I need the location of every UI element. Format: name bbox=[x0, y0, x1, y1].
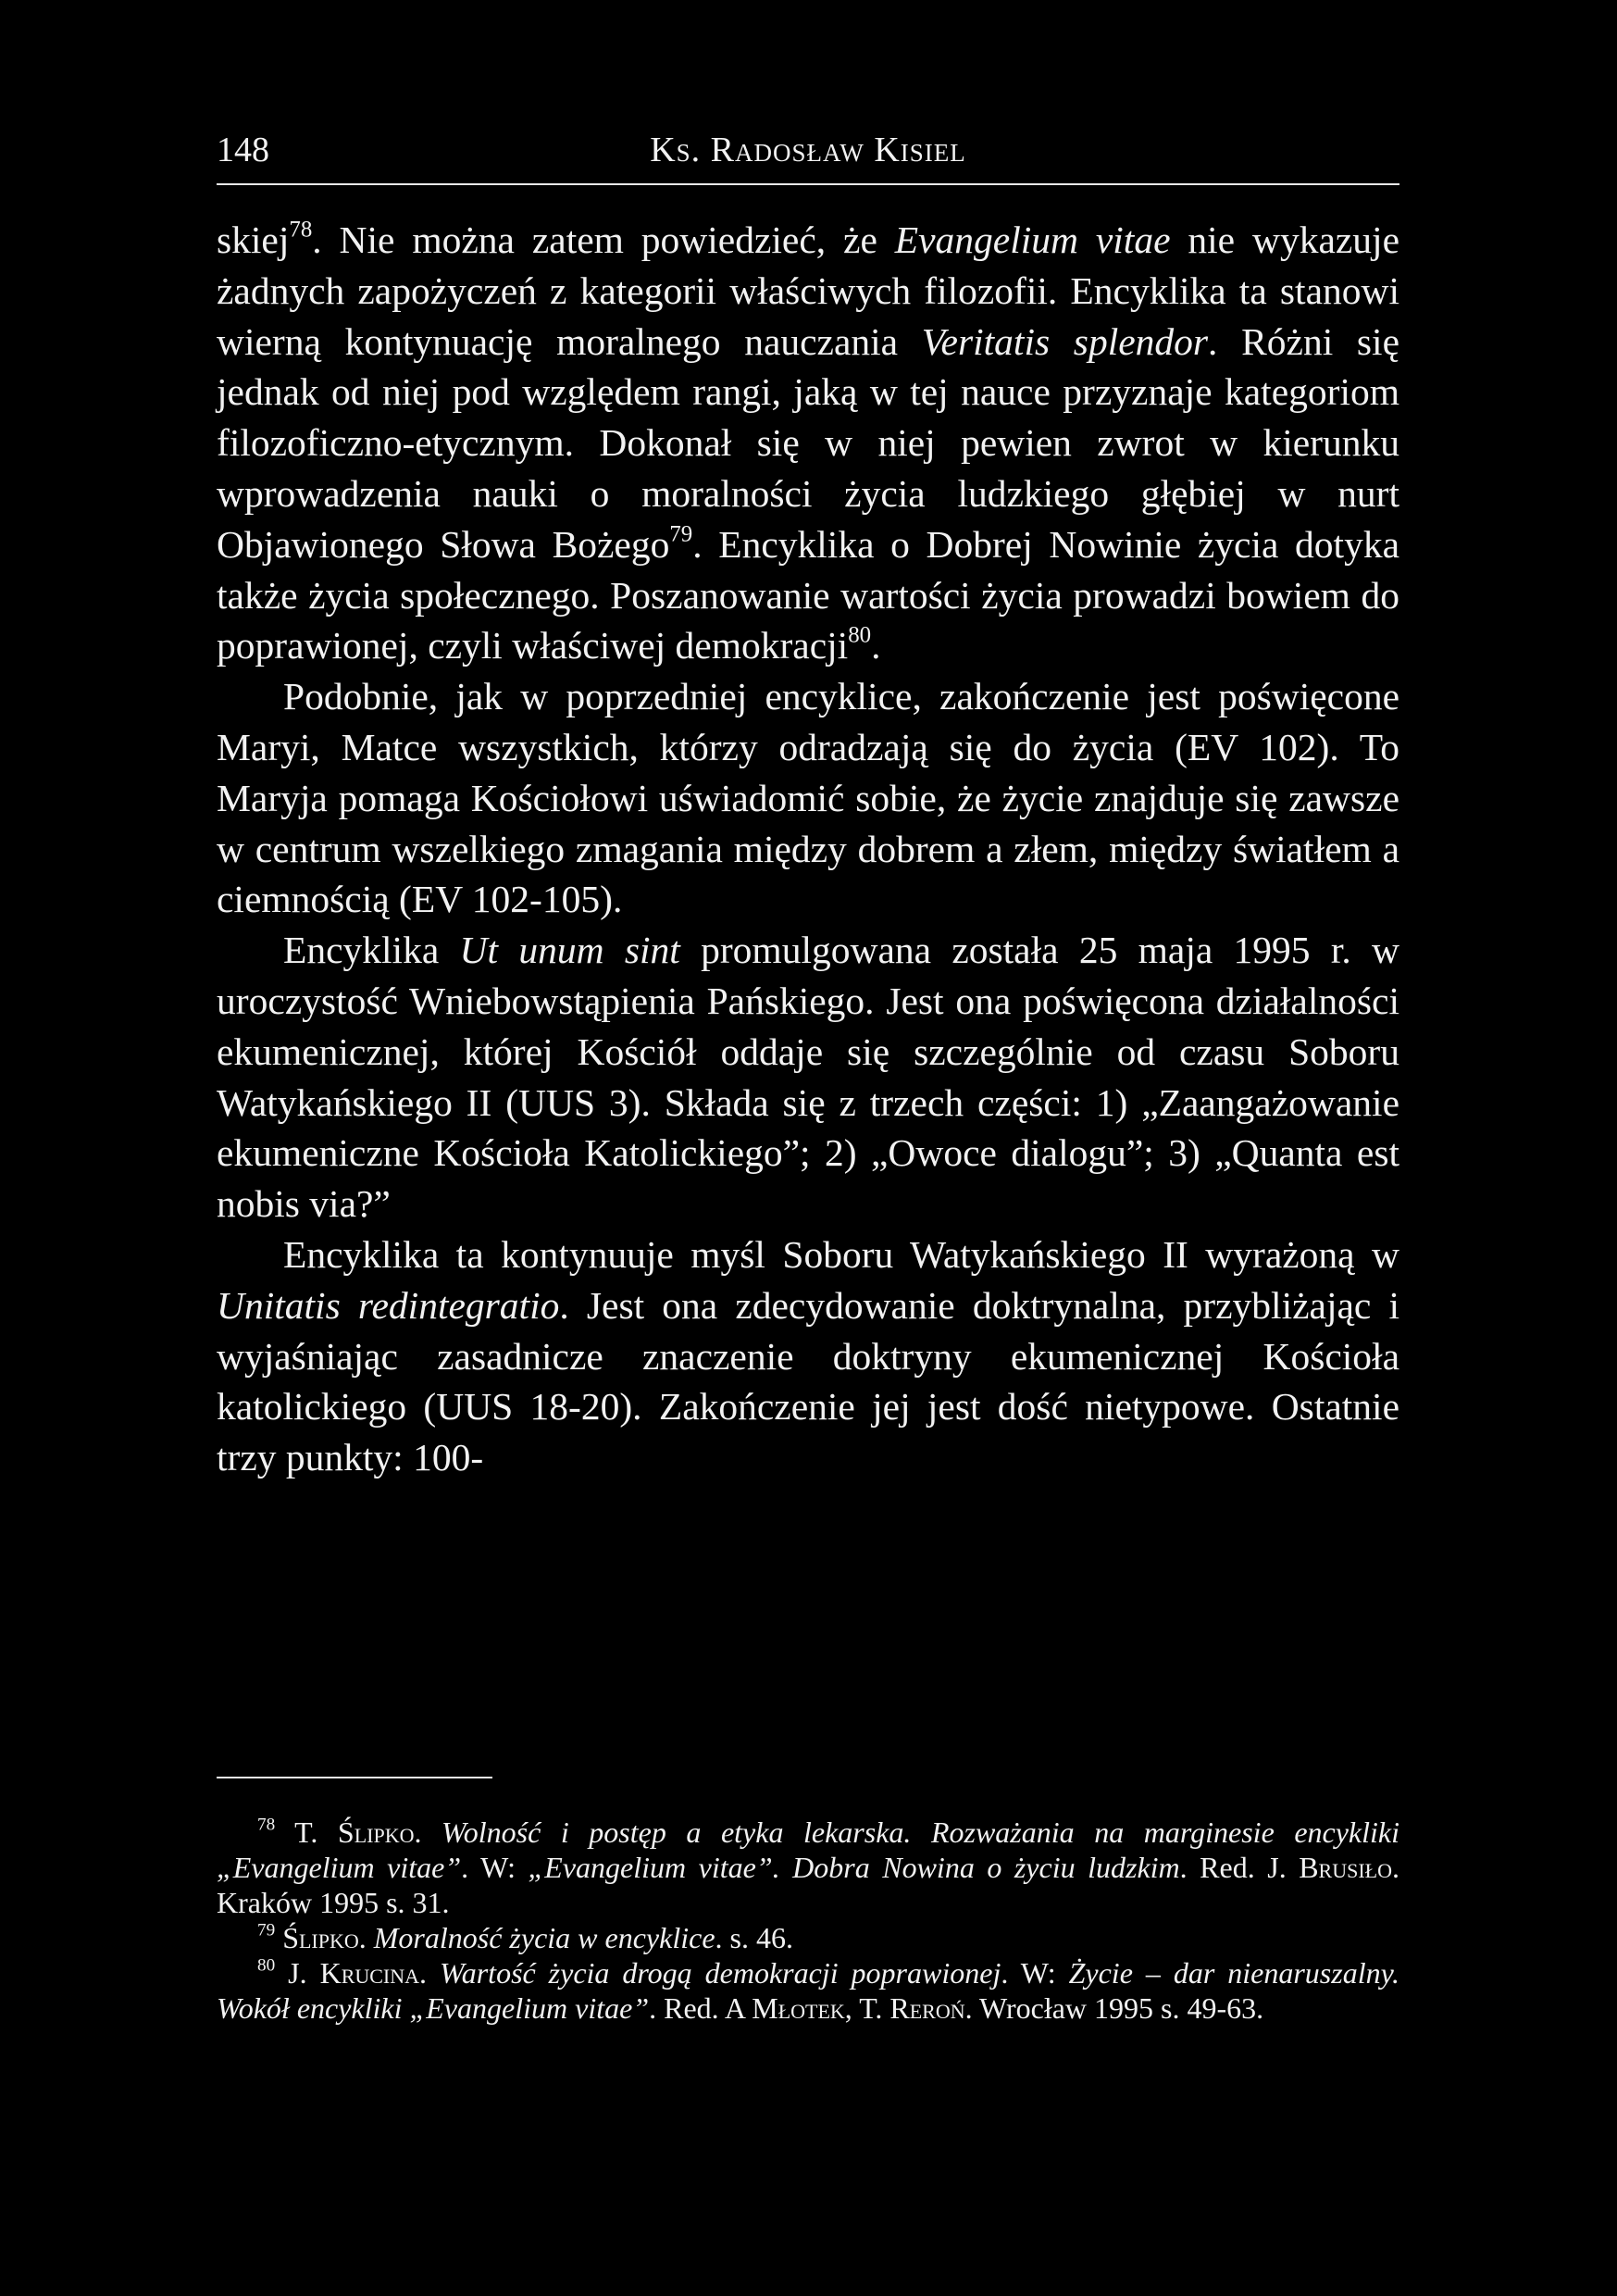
author-name: Krucina bbox=[319, 1956, 420, 1990]
text-run: . bbox=[419, 1956, 440, 1990]
text-run: . bbox=[358, 1921, 374, 1954]
paragraph bbox=[217, 671, 1399, 925]
footnote-rule bbox=[217, 1777, 492, 1778]
text-run: nie wykazuje żadnych zapożyczeń z kategorii właściwych filozofii. Encyklika ta stanowi wierną kontynuację moralnego nauczania bbox=[217, 218, 1399, 363]
text-run: . bbox=[414, 1816, 442, 1849]
text-run: . Red. J. bbox=[1179, 1851, 1300, 1884]
text-run: J. bbox=[275, 1956, 320, 1990]
paragraph bbox=[217, 215, 1399, 671]
text-run: Podobnie, jak w poprzedniej encyklice, zakończenie jest poświęcone Maryi, Matce wszystkich, którzy odradzają się do życia (EV 102). To Maryja pomaga Kościołowi uświadomić sobie, że życie znajduje się zawsze w centrum wszelkiego zmagania między dobrem a złem, między światłem a ciemnością (EV 102-105). bbox=[217, 675, 1399, 921]
italic-run: Wolność i postęp a etyka lekarska. Rozważania na marginesie encykliki „Evangelium vitae” bbox=[217, 1816, 1400, 1884]
text-run: . W: bbox=[1001, 1956, 1069, 1990]
running-head: Ks. Radosław Kisiel bbox=[650, 131, 966, 169]
text-run: promulgowana została 25 maja 1995 r. w uroczystość Wniebowstąpienia Pańskiego. Jest ona poświęcona działalności ekumenicznej, której Kościół oddaje się szczególnie od czasu Soboru Watykańskiego II (UUS 3). Składa się z trzech części: 1) „Zaangażowanie ekumeniczne Kościoła Katolickiego”; 2) „Owoce dialogu”; 3) „Quanta est nobis via?” bbox=[217, 929, 1400, 1226]
footnote-ref: 79 bbox=[257, 1920, 276, 1940]
footnote-78 bbox=[217, 1815, 1399, 1920]
footnote-80 bbox=[217, 1955, 1399, 2026]
text-run: , T. bbox=[844, 1991, 890, 2025]
author-name: Reroń bbox=[889, 1991, 965, 2025]
text-run: . Jest ona zdecydowanie doktrynalna, przybliżając i wyjaśniając zasadnicze znaczenie doktryny ekumenicznej Kościoła katolickiego (UUS 18-20). Zakończenie jej jest dość nietypowe. Ostatnie trzy punkty: 100- bbox=[217, 1283, 1399, 1479]
text-run: . Nie można zatem powiedzieć, że bbox=[312, 218, 895, 261]
author-name: Młotek bbox=[752, 1991, 845, 2025]
text-run: skiej bbox=[217, 218, 290, 261]
text-run: Encyklika ta kontynuuje myśl Soboru Watykańskiego II wyrażoną w bbox=[283, 1232, 1399, 1276]
footnote-ref: 80 bbox=[257, 1955, 276, 1976]
author-name: Ślipko bbox=[282, 1921, 359, 1954]
text-run: . Różni się jednak od niej pod względem rangi, jaką w tej nauce przyznaje kategoriom filozoficzno-etycznym. Dokonał się w niej pewien zwrot w kierunku wprowadzenia nauki o moralności życia ludzkiego głębiej w nurt Objawionego Słowa Bożego bbox=[217, 319, 1399, 566]
italic-run: Unitatis redintegratio bbox=[217, 1283, 560, 1327]
author-name: Brusiło bbox=[1299, 1851, 1392, 1884]
footnote-79 bbox=[217, 1920, 1399, 1955]
header-rule bbox=[217, 183, 1399, 185]
text-run: Encyklika bbox=[283, 929, 460, 972]
footnote-ref: 80 bbox=[848, 622, 872, 648]
page-number: 148 bbox=[217, 131, 269, 169]
body-text bbox=[217, 215, 1399, 1483]
italic-run: Evangelium vitae bbox=[894, 218, 1171, 261]
text-run: . Encyklika o Dobrej Nowinie życia dotyka także życia społecznego. Poszanowanie wartości życia prowadzi bowiem do poprawionej, czyli właściwej demokracji bbox=[217, 522, 1399, 668]
paragraph bbox=[217, 925, 1399, 1229]
author-name: Ślipko bbox=[337, 1816, 415, 1849]
text-run: . Red. A bbox=[649, 1991, 753, 2025]
page-header bbox=[217, 124, 1399, 180]
text-run: . W: bbox=[461, 1851, 529, 1884]
text-run: . Wrocław 1995 s. 49-63. bbox=[964, 1991, 1264, 2025]
text-run bbox=[275, 1921, 282, 1954]
italic-run: Ut unum sint bbox=[459, 929, 680, 972]
footnote-ref: 79 bbox=[669, 521, 693, 547]
italic-run: Moralność życia w encyklice bbox=[373, 1921, 715, 1954]
italic-run: Veritatis splendor bbox=[921, 319, 1209, 363]
italic-run: Życie – dar nienaruszalny. Wokół encykliki „Evangelium vitae” bbox=[217, 1956, 1400, 2025]
footnote-ref: 78 bbox=[289, 217, 313, 243]
text-run: . s. 46. bbox=[715, 1921, 793, 1954]
italic-run: Wartość życia drogą demokracji poprawionej bbox=[440, 1956, 1001, 1990]
paragraph bbox=[217, 1229, 1399, 1483]
footnotes bbox=[217, 1815, 1399, 2026]
footnote-ref: 78 bbox=[257, 1815, 276, 1835]
italic-run: „Evangelium vitae”. Dobra Nowina o życiu ludzkim bbox=[528, 1851, 1180, 1884]
text-run: T. bbox=[275, 1816, 338, 1849]
text-run: . Kraków 1995 s. 31. bbox=[217, 1851, 1399, 1919]
text-run: . bbox=[871, 624, 881, 668]
